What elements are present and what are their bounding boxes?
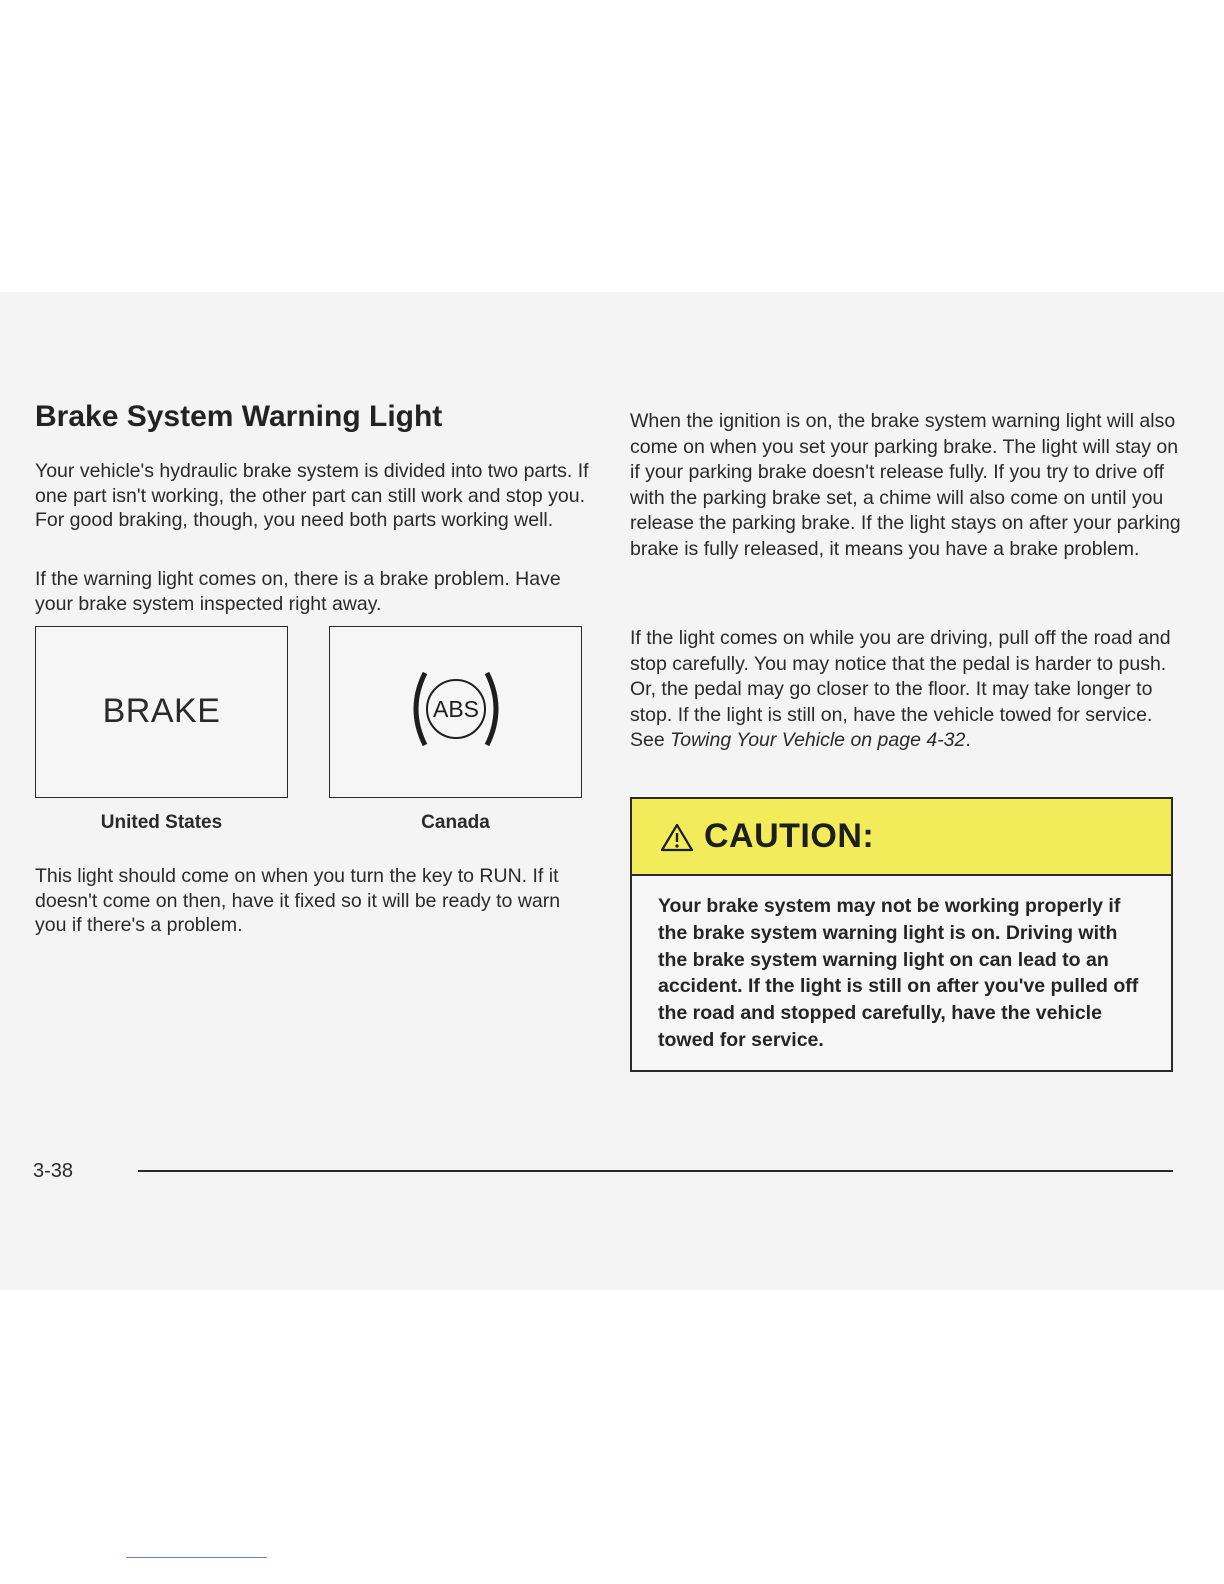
driving-paragraph-end: . [965, 729, 971, 751]
towing-reference: Towing Your Vehicle on page 4-32 [670, 729, 966, 751]
warning-triangle-icon [660, 822, 694, 852]
footer-rule [138, 1170, 1173, 1172]
caution-box [630, 797, 1173, 1072]
us-caption: United States [100, 812, 223, 833]
section-heading: Brake System Warning Light [35, 400, 443, 433]
brake-indicator-box [35, 626, 288, 798]
driving-paragraph [630, 626, 1190, 754]
page-number: 3-38 [33, 1160, 74, 1182]
abs-icon-label: ABS [432, 696, 480, 722]
intro-paragraph: Your vehicle's hydraulic brake system is divided into two parts. If one part isn't working, the other part can still work and stop you. For good braking, though, you need both parts working well. [35, 460, 589, 531]
key-run-paragraph: This light should come on when you turn the key to RUN. If it doesn't come on then, have it fixed so it will be ready to warn you if there's a problem. [35, 865, 561, 936]
caution-title: CAUTION: [704, 817, 875, 855]
parking-brake-paragraph: When the ignition is on, the brake system warning light will also come on when you set your parking brake. The light will stay on if your parking brake doesn't release fully. If you try to drive off with the parking brake set, a chime will also come on until you release the parking brake. If the light stays on after your parking brake is fully released, it means you have a brake problem. [630, 410, 1181, 560]
warning-paragraph: If the warning light comes on, there is a brake problem. Have your brake system inspected right away. [35, 568, 561, 615]
abs-indicator-box [329, 626, 582, 798]
caution-text: Your brake system may not be working properly if the brake system warning light is on. Driving with the brake system warning light on can lead to an accident. If the light is still on after you've pulled off the road and stopped carefully, have the vehicle towed for service. [658, 895, 1139, 1051]
driving-paragraph-text: If the light comes on while you are driving, pull off the road and stop carefully. You may notice that the pedal is harder to push. Or, the pedal may go closer to the floor. It may take longer to stop. If the light is still on, have the vehicle towed for service. See [630, 627, 1171, 751]
abs-warning-icon [403, 665, 509, 753]
caution-header [632, 799, 1171, 876]
underline-mark [126, 1557, 267, 1558]
canada-caption: Canada [421, 812, 490, 833]
brake-indicator-text: BRAKE [102, 692, 221, 730]
